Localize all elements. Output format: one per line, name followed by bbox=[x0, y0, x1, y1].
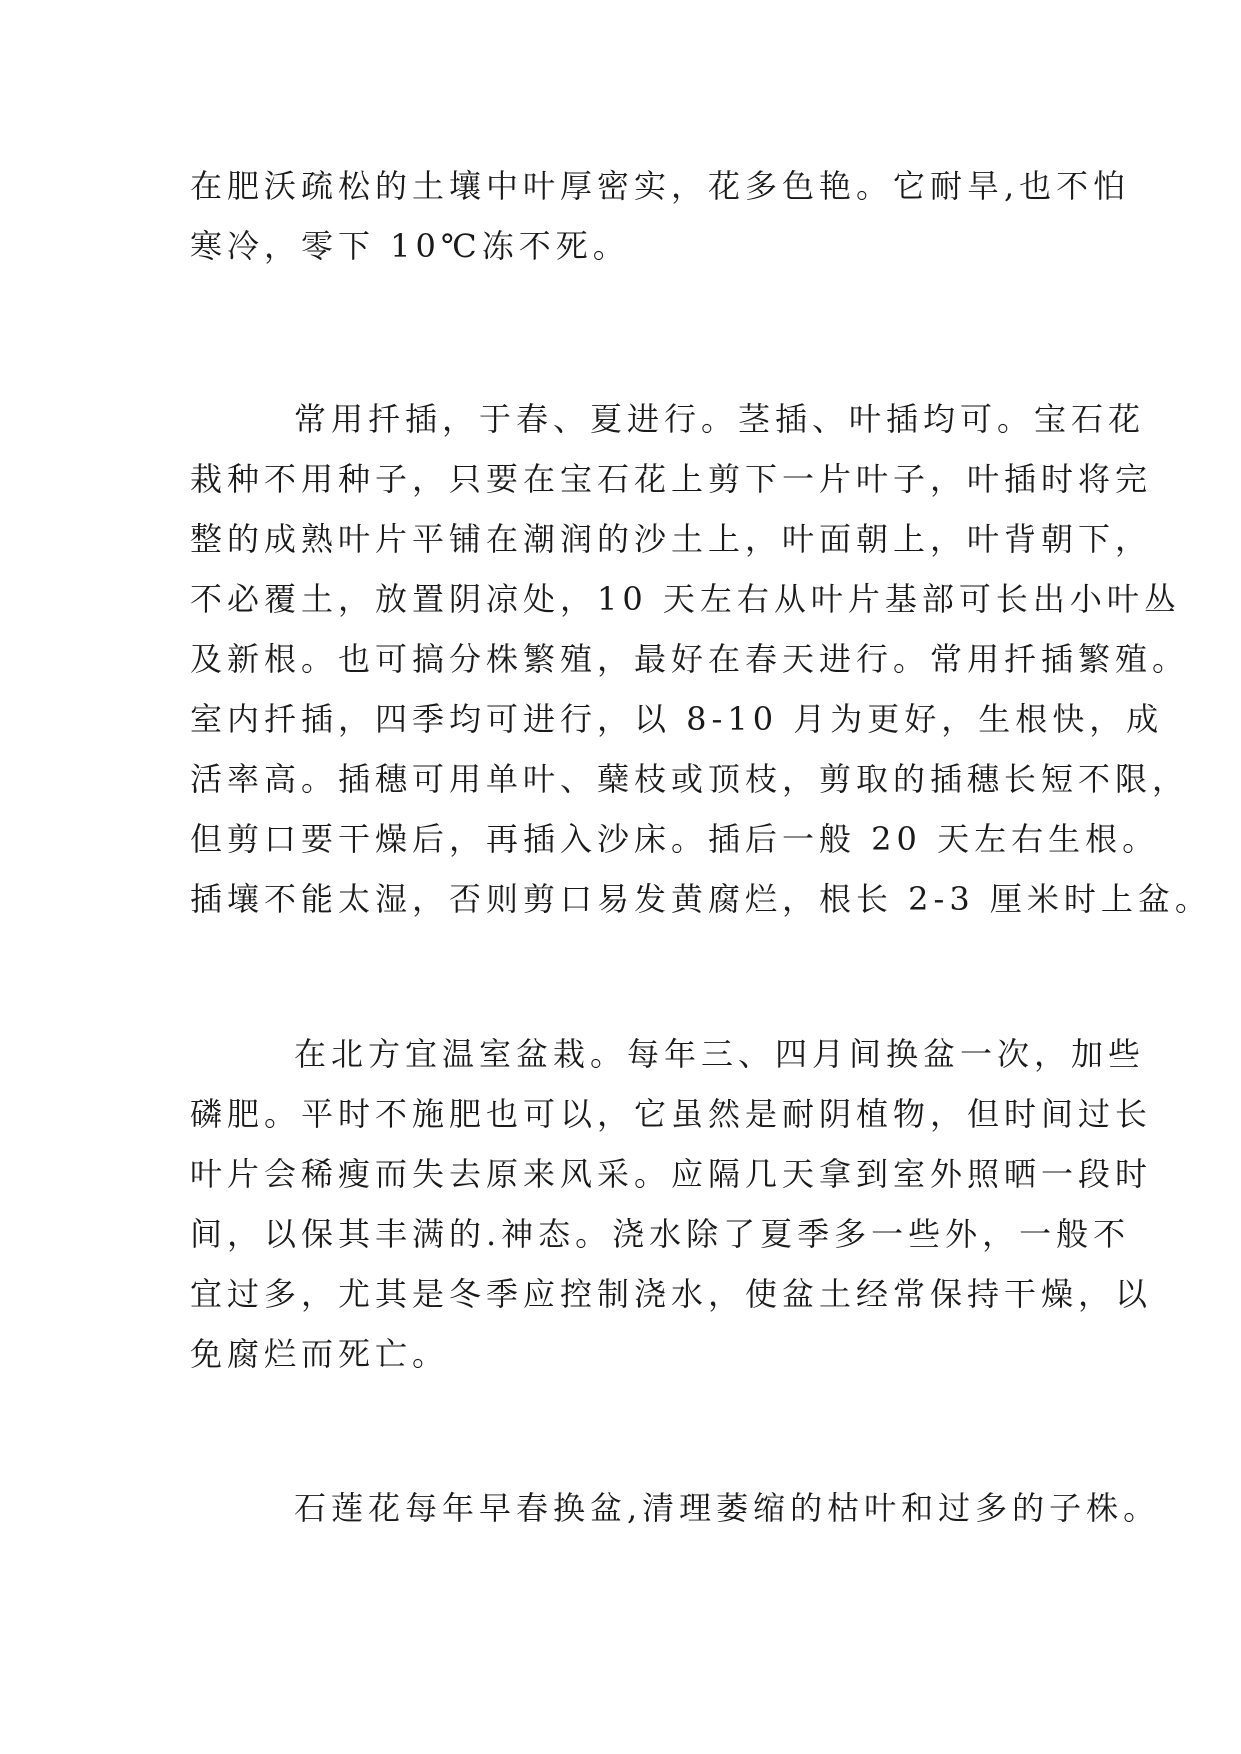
paragraph-4 bbox=[190, 1478, 1161, 1538]
paragraph-line: 叶片会稀瘦而失去原来风采。应隔几天拿到室外照晒一段时 bbox=[190, 1155, 1153, 1193]
paragraph-1 bbox=[190, 156, 1131, 276]
paragraph-line: 石莲花每年早春换盆,清理萎缩的枯叶和过多的子株。 bbox=[294, 1489, 1161, 1527]
paragraph-line: 栽种不用种子，只要在宝石花上剪下一片叶子，叶插时将完 bbox=[190, 460, 1153, 498]
paragraph-line: 间，以保其丰满的.神态。浇水除了夏季多一些外，一般不 bbox=[190, 1215, 1131, 1253]
paragraph-3 bbox=[190, 1024, 1153, 1384]
paragraph-line: 活率高。插穗可用单叶、蘖枝或顶枝，剪取的插穗长短不限， bbox=[190, 760, 1190, 798]
paragraph-line: 宜过多，尤其是冬季应控制浇水，使盆土经常保持干燥，以 bbox=[190, 1275, 1153, 1313]
paragraph-line: 在北方宜温室盆栽。每年三、四月间换盆一次，加些 bbox=[294, 1035, 1146, 1073]
paragraph-2 bbox=[190, 389, 1212, 929]
paragraph-line: 整的成熟叶片平铺在潮润的沙土上，叶面朝上，叶背朝下， bbox=[190, 520, 1153, 558]
paragraph-line: 常用扦插，于春、夏进行。茎插、叶插均可。宝石花 bbox=[294, 400, 1146, 438]
paragraph-line: 但剪口要干燥后，再插入沙床。插后一般 20 天左右生根。 bbox=[190, 820, 1160, 858]
paragraph-line: 室内扦插，四季均可进行，以 8-10 月为更好，生根快，成 bbox=[190, 700, 1164, 738]
paragraph-line: 在肥沃疏松的土壤中叶厚密实，花多色艳。它耐旱,也不怕 bbox=[190, 167, 1131, 205]
paragraph-line: 不必覆土，放置阴凉处，10 天左右从叶片基部可长出小叶丛 bbox=[190, 580, 1181, 618]
paragraph-line: 及新根。也可搞分株繁殖，最好在春天进行。常用扦插繁殖。 bbox=[190, 640, 1190, 678]
paragraph-line: 寒冷，零下 10℃冻不死。 bbox=[190, 227, 630, 265]
paragraph-line: 免腐烂而死亡。 bbox=[190, 1335, 450, 1373]
paragraph-line: 磷肥。平时不施肥也可以，它虽然是耐阴植物，但时间过长 bbox=[190, 1095, 1153, 1133]
paragraph-line: 插壤不能太湿，否则剪口易发黄腐烂，根长 2-3 厘米时上盆。 bbox=[190, 880, 1212, 918]
